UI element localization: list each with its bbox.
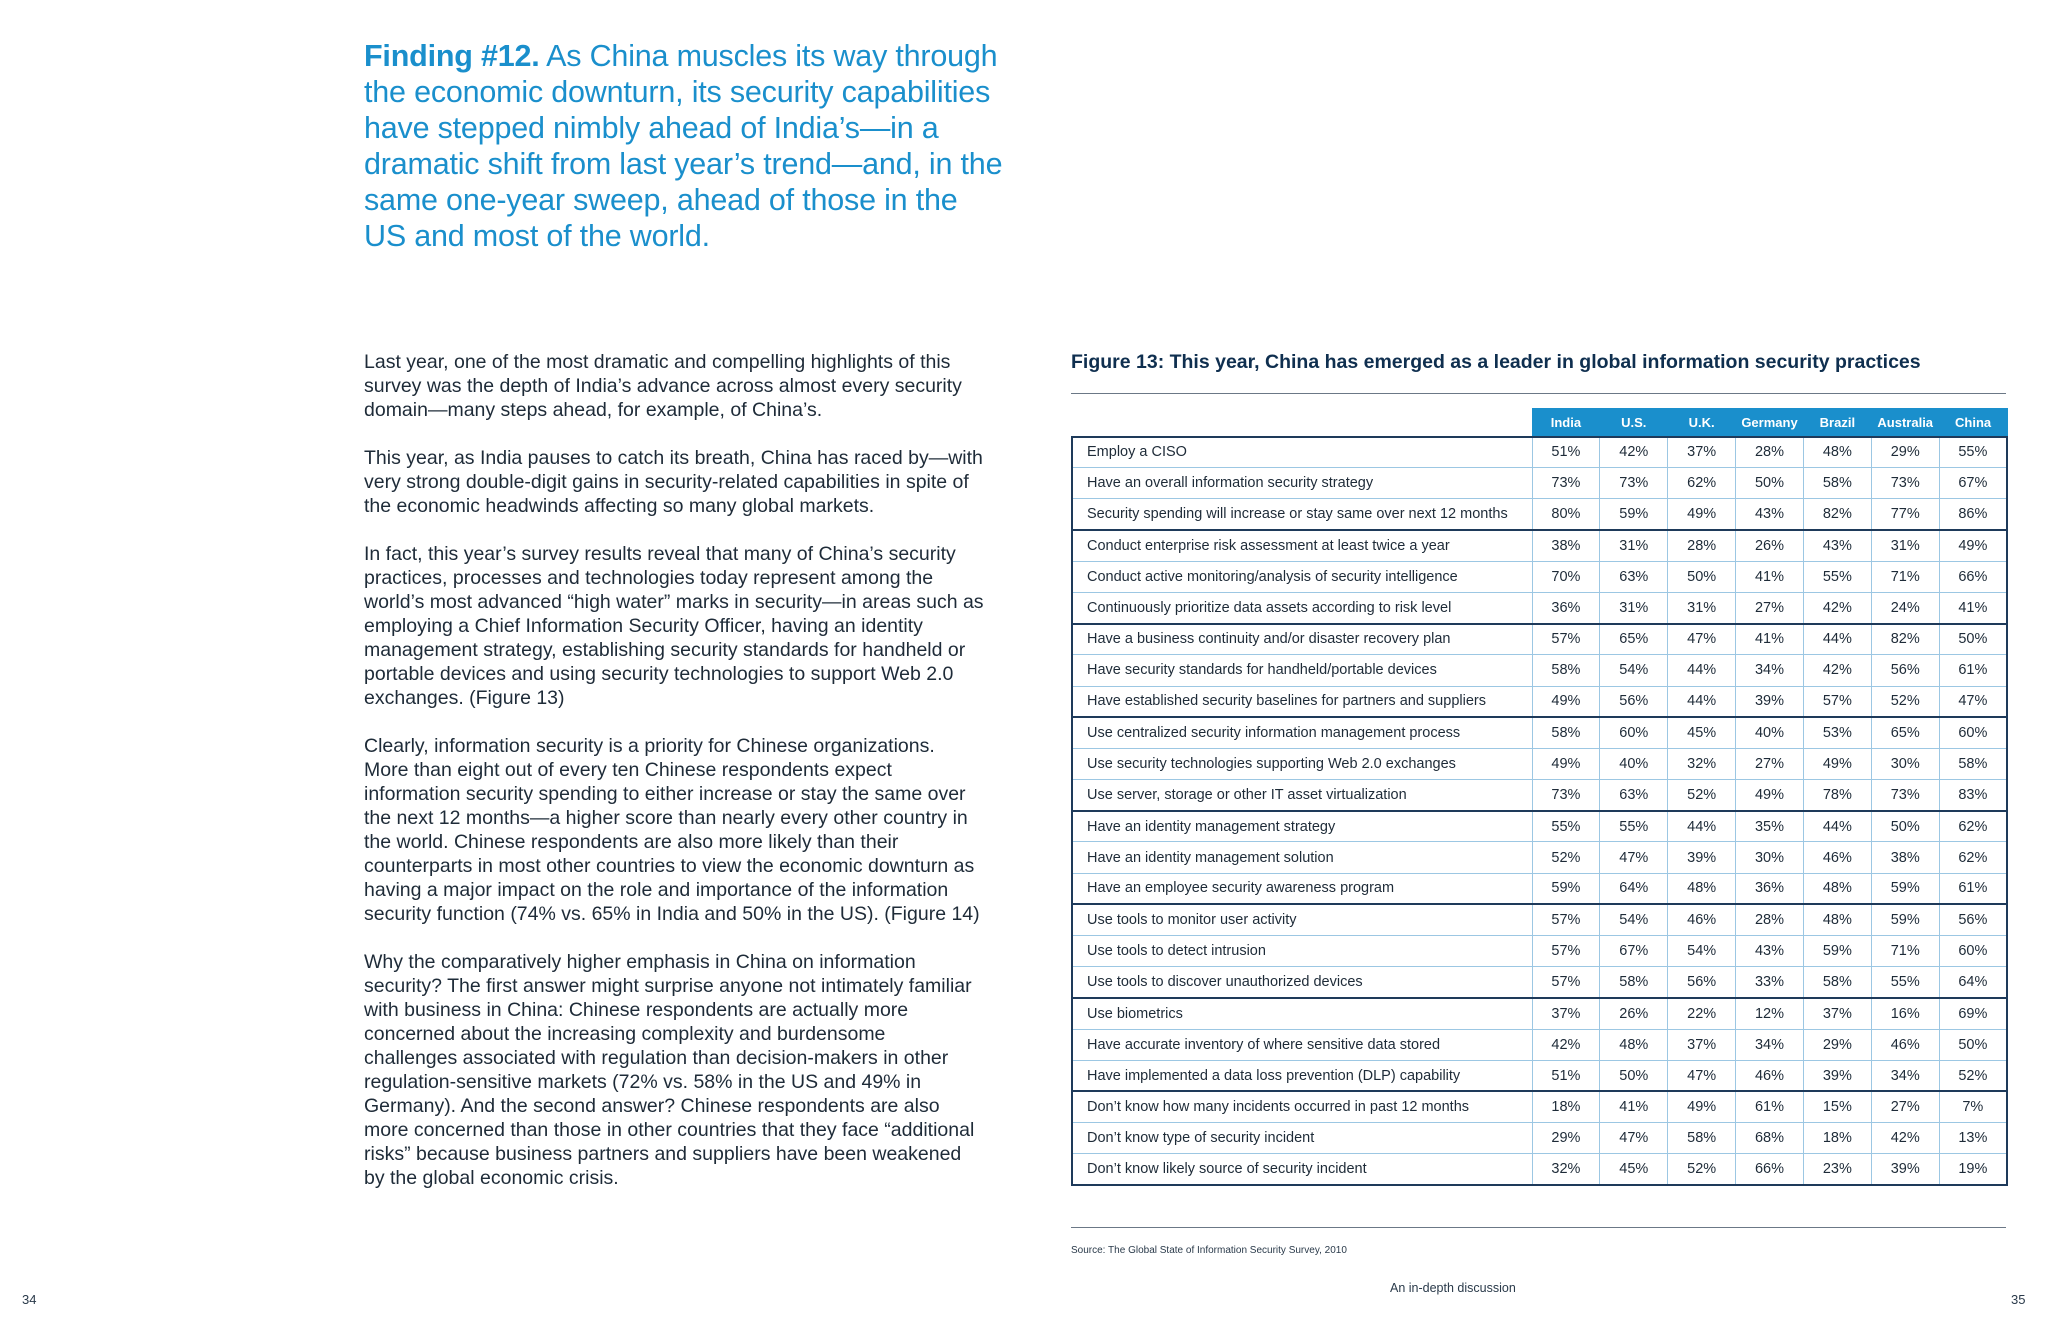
row-label: Use tools to monitor user activity	[1072, 904, 1532, 935]
value-cell: 26%	[1600, 998, 1668, 1029]
table-row	[1072, 904, 2007, 935]
value-cell: 47%	[1668, 624, 1736, 655]
value-cell: 44%	[1803, 624, 1871, 655]
column-header-uk: U.K.	[1668, 409, 1736, 437]
table-row	[1072, 1123, 2007, 1154]
row-label: Don’t know how many incidents occurred in past 12 months	[1072, 1091, 1532, 1122]
row-label: Have an overall information security strategy	[1072, 468, 1532, 499]
value-cell: 65%	[1600, 624, 1668, 655]
value-cell: 55%	[1803, 561, 1871, 592]
value-cell: 46%	[1668, 904, 1736, 935]
column-header-us: U.S.	[1600, 409, 1668, 437]
table-row	[1072, 1060, 2007, 1091]
value-cell: 43%	[1736, 499, 1804, 530]
value-cell: 44%	[1668, 811, 1736, 842]
value-cell: 56%	[1939, 904, 2007, 935]
value-cell: 52%	[1668, 1154, 1736, 1185]
table-row	[1072, 686, 2007, 717]
value-cell: 61%	[1939, 655, 2007, 686]
row-label: Have an identity management solution	[1072, 842, 1532, 873]
value-cell: 12%	[1736, 998, 1804, 1029]
value-cell: 58%	[1600, 967, 1668, 998]
table-header-row	[1072, 409, 2007, 437]
value-cell: 30%	[1736, 842, 1804, 873]
value-cell: 82%	[1803, 499, 1871, 530]
value-cell: 37%	[1668, 1029, 1736, 1060]
value-cell: 28%	[1668, 530, 1736, 561]
value-cell: 32%	[1668, 748, 1736, 779]
value-cell: 41%	[1736, 561, 1804, 592]
value-cell: 39%	[1803, 1060, 1871, 1091]
row-label: Have an employee security awareness program	[1072, 873, 1532, 904]
finding-label: Finding #12.	[364, 39, 540, 73]
figure-bottom-rule	[1071, 1227, 2006, 1228]
value-cell: 32%	[1532, 1154, 1600, 1185]
row-label: Have implemented a data loss prevention (DLP) capability	[1072, 1060, 1532, 1091]
value-cell: 50%	[1939, 1029, 2007, 1060]
row-label: Conduct active monitoring/analysis of security intelligence	[1072, 561, 1532, 592]
value-cell: 46%	[1736, 1060, 1804, 1091]
value-cell: 59%	[1871, 873, 1939, 904]
value-cell: 42%	[1871, 1123, 1939, 1154]
value-cell: 35%	[1736, 811, 1804, 842]
value-cell: 55%	[1532, 811, 1600, 842]
column-header-australia: Australia	[1871, 409, 1939, 437]
value-cell: 58%	[1668, 1123, 1736, 1154]
value-cell: 27%	[1736, 748, 1804, 779]
value-cell: 64%	[1600, 873, 1668, 904]
value-cell: 26%	[1736, 530, 1804, 561]
table-row	[1072, 624, 2007, 655]
value-cell: 57%	[1532, 936, 1600, 967]
value-cell: 47%	[1939, 686, 2007, 717]
value-cell: 60%	[1939, 936, 2007, 967]
value-cell: 64%	[1939, 967, 2007, 998]
value-cell: 52%	[1532, 842, 1600, 873]
value-cell: 62%	[1939, 842, 2007, 873]
value-cell: 60%	[1600, 717, 1668, 748]
value-cell: 31%	[1600, 592, 1668, 623]
table-row	[1072, 530, 2007, 561]
value-cell: 27%	[1736, 592, 1804, 623]
footer-section-title: An in-depth discussion	[1390, 1281, 1516, 1295]
value-cell: 37%	[1668, 437, 1736, 468]
value-cell: 59%	[1871, 904, 1939, 935]
table-row	[1072, 655, 2007, 686]
value-cell: 24%	[1871, 592, 1939, 623]
value-cell: 39%	[1871, 1154, 1939, 1185]
value-cell: 41%	[1600, 1091, 1668, 1122]
value-cell: 56%	[1600, 686, 1668, 717]
value-cell: 49%	[1532, 748, 1600, 779]
body-paragraph: Why the comparatively higher emphasis in China on information security? The first answer might surprise anyone not intimately familiar with business in China: Chinese respondents are actually more concerned about the increasing complexity and burdensome challenges associated with regulation than decision-makers in other regulation-sensitive markets (72% vs. 58% in the US and 49% in Germany). And the second answer? Chinese respondents are also more concerned than those in other countries that they face “additional risks” because business partners and suppliers have been weakened by the global economic crisis.	[364, 951, 975, 1189]
row-label: Don’t know likely source of security incident	[1072, 1154, 1532, 1185]
value-cell: 41%	[1736, 624, 1804, 655]
value-cell: 61%	[1736, 1091, 1804, 1122]
value-cell: 43%	[1803, 530, 1871, 561]
body-paragraph: Clearly, information security is a priority for Chinese organizations. More than eight out of every ten Chinese respondents expect information security spending to either increase or stay the same over the next 12 months—a higher score than nearly every other country in the world. Chinese respondents are also more likely than their counterparts in most other countries to view the economic downturn as having a major impact on the role and importance of the information security function (74% vs. 65% in India and 50% in the US). (Figure 14)	[364, 735, 980, 925]
value-cell: 50%	[1668, 561, 1736, 592]
row-label: Have security standards for handheld/portable devices	[1072, 655, 1532, 686]
body-paragraph: Last year, one of the most dramatic and compelling highlights of this survey was the depth of India’s advance across almost every security domain—many steps ahead, for example, of China’s.	[364, 351, 962, 421]
value-cell: 37%	[1803, 998, 1871, 1029]
value-cell: 27%	[1871, 1091, 1939, 1122]
value-cell: 48%	[1600, 1029, 1668, 1060]
row-label: Employ a CISO	[1072, 437, 1532, 468]
security-practices-table	[1071, 408, 2008, 1186]
value-cell: 69%	[1939, 998, 2007, 1029]
value-cell: 60%	[1939, 717, 2007, 748]
row-label: Security spending will increase or stay same over next 12 months	[1072, 499, 1532, 530]
table-row	[1072, 1154, 2007, 1185]
table-row	[1072, 437, 2007, 468]
page-number-left: 34	[22, 1292, 37, 1307]
column-header-germany: Germany	[1736, 409, 1804, 437]
table-body	[1072, 437, 2007, 1186]
value-cell: 34%	[1736, 1029, 1804, 1060]
row-label: Use centralized security information management process	[1072, 717, 1532, 748]
value-cell: 73%	[1532, 468, 1600, 499]
value-cell: 82%	[1871, 624, 1939, 655]
value-cell: 46%	[1803, 842, 1871, 873]
value-cell: 47%	[1600, 1123, 1668, 1154]
value-cell: 49%	[1803, 748, 1871, 779]
value-cell: 45%	[1600, 1154, 1668, 1185]
value-cell: 73%	[1871, 780, 1939, 811]
row-label: Use tools to detect intrusion	[1072, 936, 1532, 967]
table-row	[1072, 1029, 2007, 1060]
value-cell: 46%	[1871, 1029, 1939, 1060]
table-row	[1072, 468, 2007, 499]
value-cell: 50%	[1871, 811, 1939, 842]
value-cell: 50%	[1736, 468, 1804, 499]
table-row	[1072, 499, 2007, 530]
value-cell: 63%	[1600, 780, 1668, 811]
value-cell: 83%	[1939, 780, 2007, 811]
value-cell: 57%	[1803, 686, 1871, 717]
value-cell: 40%	[1736, 717, 1804, 748]
value-cell: 36%	[1532, 592, 1600, 623]
row-label: Continuously prioritize data assets according to risk level	[1072, 592, 1532, 623]
value-cell: 48%	[1803, 437, 1871, 468]
value-cell: 59%	[1600, 499, 1668, 530]
value-cell: 54%	[1600, 655, 1668, 686]
row-label: Have accurate inventory of where sensitive data stored	[1072, 1029, 1532, 1060]
value-cell: 51%	[1532, 1060, 1600, 1091]
value-cell: 47%	[1600, 842, 1668, 873]
table-row	[1072, 967, 2007, 998]
value-cell: 36%	[1736, 873, 1804, 904]
header-blank-cell	[1072, 409, 1532, 437]
value-cell: 58%	[1532, 717, 1600, 748]
figure-title: Figure 13: This year, China has emerged as a leader in global information security practices	[1071, 351, 1921, 373]
value-cell: 55%	[1939, 437, 2007, 468]
value-cell: 52%	[1668, 780, 1736, 811]
page-number-right: 35	[2011, 1292, 2026, 1307]
value-cell: 54%	[1668, 936, 1736, 967]
table-row	[1072, 842, 2007, 873]
value-cell: 57%	[1532, 624, 1600, 655]
value-cell: 57%	[1532, 904, 1600, 935]
value-cell: 73%	[1532, 780, 1600, 811]
value-cell: 50%	[1939, 624, 2007, 655]
body-text	[364, 350, 984, 1214]
value-cell: 48%	[1803, 904, 1871, 935]
value-cell: 29%	[1532, 1123, 1600, 1154]
value-cell: 77%	[1871, 499, 1939, 530]
value-cell: 49%	[1532, 686, 1600, 717]
value-cell: 15%	[1803, 1091, 1871, 1122]
value-cell: 39%	[1668, 842, 1736, 873]
value-cell: 50%	[1600, 1060, 1668, 1091]
value-cell: 66%	[1939, 561, 2007, 592]
value-cell: 34%	[1871, 1060, 1939, 1091]
value-cell: 38%	[1532, 530, 1600, 561]
value-cell: 29%	[1871, 437, 1939, 468]
row-label: Use tools to discover unauthorized devices	[1072, 967, 1532, 998]
row-label: Have a business continuity and/or disaster recovery plan	[1072, 624, 1532, 655]
value-cell: 38%	[1871, 842, 1939, 873]
row-label: Use security technologies supporting Web 2.0 exchanges	[1072, 748, 1532, 779]
value-cell: 37%	[1532, 998, 1600, 1029]
value-cell: 71%	[1871, 936, 1939, 967]
column-header-india: India	[1532, 409, 1600, 437]
table-row	[1072, 717, 2007, 748]
value-cell: 55%	[1600, 811, 1668, 842]
value-cell: 68%	[1736, 1123, 1804, 1154]
value-cell: 48%	[1668, 873, 1736, 904]
value-cell: 56%	[1871, 655, 1939, 686]
value-cell: 52%	[1871, 686, 1939, 717]
value-cell: 65%	[1871, 717, 1939, 748]
value-cell: 62%	[1668, 468, 1736, 499]
figure-top-rule	[1071, 393, 2006, 394]
value-cell: 55%	[1871, 967, 1939, 998]
figure-source: Source: The Global State of Information Security Survey, 2010	[1071, 1245, 1347, 1256]
table-row	[1072, 592, 2007, 623]
value-cell: 73%	[1600, 468, 1668, 499]
table-row	[1072, 780, 2007, 811]
value-cell: 58%	[1939, 748, 2007, 779]
value-cell: 19%	[1939, 1154, 2007, 1185]
value-cell: 59%	[1803, 936, 1871, 967]
row-label: Have an identity management strategy	[1072, 811, 1532, 842]
table-row	[1072, 873, 2007, 904]
row-label: Use biometrics	[1072, 998, 1532, 1029]
value-cell: 42%	[1803, 592, 1871, 623]
value-cell: 67%	[1939, 468, 2007, 499]
value-cell: 58%	[1532, 655, 1600, 686]
value-cell: 86%	[1939, 499, 2007, 530]
table-row	[1072, 811, 2007, 842]
value-cell: 58%	[1803, 967, 1871, 998]
value-cell: 29%	[1803, 1029, 1871, 1060]
value-cell: 22%	[1668, 998, 1736, 1029]
table-row	[1072, 561, 2007, 592]
value-cell: 54%	[1600, 904, 1668, 935]
column-header-china: China	[1939, 409, 2007, 437]
body-paragraph: In fact, this year’s survey results reveal that many of China’s security practices, processes and technologies today represent among the world’s most advanced “high water” marks in security—in areas such as employing a Chief Information Security Officer, having an identity management strategy, establishing security standards for handheld or portable devices and using security technologies to support Web 2.0 exchanges. (Figure 13)	[364, 543, 984, 709]
value-cell: 66%	[1736, 1154, 1804, 1185]
row-label: Have established security baselines for partners and suppliers	[1072, 686, 1532, 717]
value-cell: 44%	[1668, 686, 1736, 717]
figure-table-wrap	[1071, 408, 2006, 1186]
value-cell: 44%	[1668, 655, 1736, 686]
body-paragraph: This year, as India pauses to catch its breath, China has raced by—with very strong double-digit gains in security-related capabilities in spite of the economic headwinds affecting so many global markets.	[364, 447, 983, 517]
value-cell: 58%	[1803, 468, 1871, 499]
value-cell: 43%	[1736, 936, 1804, 967]
value-cell: 45%	[1668, 717, 1736, 748]
value-cell: 49%	[1939, 530, 2007, 561]
value-cell: 53%	[1803, 717, 1871, 748]
table-row	[1072, 936, 2007, 967]
value-cell: 31%	[1871, 530, 1939, 561]
value-cell: 70%	[1532, 561, 1600, 592]
value-cell: 59%	[1532, 873, 1600, 904]
value-cell: 63%	[1600, 561, 1668, 592]
value-cell: 18%	[1803, 1123, 1871, 1154]
value-cell: 28%	[1736, 437, 1804, 468]
value-cell: 62%	[1939, 811, 2007, 842]
value-cell: 41%	[1939, 592, 2007, 623]
value-cell: 48%	[1803, 873, 1871, 904]
value-cell: 56%	[1668, 967, 1736, 998]
value-cell: 80%	[1532, 499, 1600, 530]
value-cell: 78%	[1803, 780, 1871, 811]
table-row	[1072, 998, 2007, 1029]
table-row	[1072, 748, 2007, 779]
value-cell: 71%	[1871, 561, 1939, 592]
value-cell: 34%	[1736, 655, 1804, 686]
value-cell: 67%	[1600, 936, 1668, 967]
value-cell: 40%	[1600, 748, 1668, 779]
value-cell: 31%	[1668, 592, 1736, 623]
value-cell: 23%	[1803, 1154, 1871, 1185]
value-cell: 28%	[1736, 904, 1804, 935]
value-cell: 7%	[1939, 1091, 2007, 1122]
row-label: Use server, storage or other IT asset virtualization	[1072, 780, 1532, 811]
value-cell: 16%	[1871, 998, 1939, 1029]
value-cell: 13%	[1939, 1123, 2007, 1154]
value-cell: 30%	[1871, 748, 1939, 779]
value-cell: 61%	[1939, 873, 2007, 904]
value-cell: 31%	[1600, 530, 1668, 561]
finding-text: As China muscles its way through the economic downturn, its security capabilities have stepped nimbly ahead of India’s—in a dramatic shift from last year’s trend—and, in the same one-year sweep, ahead of those in the US and most of the world.	[364, 39, 1003, 253]
column-header-brazil: Brazil	[1803, 409, 1871, 437]
value-cell: 52%	[1939, 1060, 2007, 1091]
value-cell: 42%	[1600, 437, 1668, 468]
value-cell: 44%	[1803, 811, 1871, 842]
value-cell: 49%	[1668, 499, 1736, 530]
value-cell: 18%	[1532, 1091, 1600, 1122]
value-cell: 47%	[1668, 1060, 1736, 1091]
value-cell: 57%	[1532, 967, 1600, 998]
value-cell: 49%	[1736, 780, 1804, 811]
value-cell: 33%	[1736, 967, 1804, 998]
row-label: Conduct enterprise risk assessment at least twice a year	[1072, 530, 1532, 561]
row-label: Don’t know type of security incident	[1072, 1123, 1532, 1154]
value-cell: 39%	[1736, 686, 1804, 717]
finding-headline	[364, 38, 1004, 254]
table-row	[1072, 1091, 2007, 1122]
value-cell: 42%	[1803, 655, 1871, 686]
value-cell: 73%	[1871, 468, 1939, 499]
value-cell: 51%	[1532, 437, 1600, 468]
value-cell: 49%	[1668, 1091, 1736, 1122]
value-cell: 42%	[1532, 1029, 1600, 1060]
